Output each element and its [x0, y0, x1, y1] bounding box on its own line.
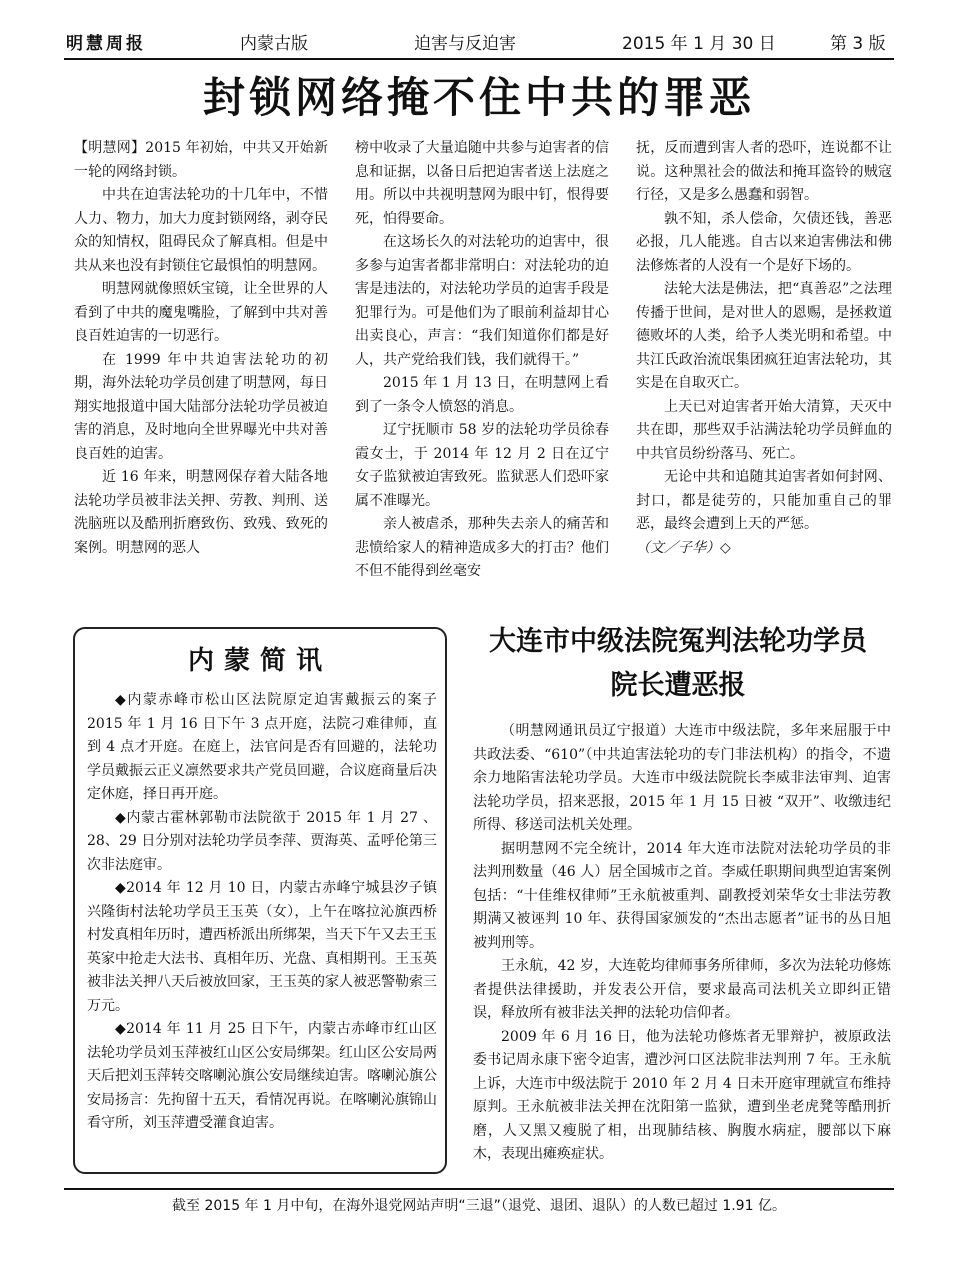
article-column-3: [636, 137, 892, 560]
newspaper-name: 明慧周报: [66, 34, 146, 54]
section-label: 迫害与反迫害: [414, 34, 516, 54]
article-paragraph: 亲人被虐杀，那种失去亲人的痛苦和悲愤给家人的精神造成多大的打击？他们不但不能得到丝毫安: [355, 516, 609, 579]
page-headline: 封锁网络掩不住中共的罪恶: [202, 73, 755, 122]
title-line: 大连市中级法院冤判法轮功学员: [489, 626, 867, 657]
article-paragraph: 孰不知，杀人偿命，欠债还钱，善恶必报，几人能逃。自古以来迫害佛法和佛法修炼者的人没有一个是好下场的。: [636, 210, 892, 274]
brief-item: ◆2014 年 11 月 25 日下午，内蒙古赤峰市红山区法轮功学员刘玉萍被红山区公安局绑架。红山区公安局两天后把刘玉萍转交喀喇沁旗公安局继续迫害。喀喇沁旗公安局扬言：先拘留十五天，看情况再说。在喀喇沁旗锦山看守所，刘玉萍遭受灌食迫害。: [87, 1021, 437, 1131]
header-divider: [64, 58, 894, 60]
page-number: 第 3 版: [830, 34, 886, 54]
footer-divider: [64, 1188, 894, 1190]
article-paragraph: 明慧网就像照妖宝镜，让全世界的人看到了中共的魔鬼嘴脸，了解到中共对善良百姓迫害的一切恶行。: [74, 281, 328, 344]
masthead: [64, 33, 894, 59]
brief-item: ◆2014 年 12 月 10 日，内蒙古赤峰宁城县汐子镇兴隆街村法轮功学员王玉英（女），上午在喀拉沁旗西桥村发真相年历时，遭西桥派出所绑架，当天下午又去王玉英家中抢走大法书、真相年历、光盘、真相期刊。王玉英被非法关押八天后被放回家，王玉英的家人被恶警勒索三万元。: [87, 880, 437, 1014]
brief-box-title: 内蒙简讯: [187, 646, 332, 676]
article-paragraph: 榜中收录了大量追随中共参与迫害者的信息和证据，以备日后把迫害者送上法庭之用。所以中共视明慧网为眼中钉，恨得要死，怕得要命。: [355, 140, 609, 227]
article-paragraph: 辽宁抚顺市 58 岁的法轮功学员徐春霞女士，于 2014 年 12 月 2 日在辽宁女子监狱被迫害致死。监狱恶人们恐吓家属不准曝光。: [355, 422, 609, 509]
brief-item: ◆内蒙赤峰市松山区法院原定迫害戴振云的案子 2015 年 1 月 16 日下午 3 点开庭，法院刁难律师，直到 4 点才开庭。在庭上，法官问是否有回避的，法轮功学员戴振云正义凛然要求共产党员回避，合议庭商量后决定休庭，择日再开庭。: [87, 692, 437, 802]
article-paragraph: 近 16 年来，明慧网保存着大陆各地法轮功学员被非法关押、劳教、判刑、送洗脑班以及酷刑折磨致伤、致残、致死的案例。明慧网的恶人: [74, 469, 328, 556]
brief-box-body: [87, 689, 437, 1136]
article-paragraph: 王永航，42 岁，大连乾均律师事务所律师，多次为法轮功修炼者提供法律援助，并发表公开信，要求最高司法机关立即纠正错误，释放所有被非法关押的法轮功信仰者。: [473, 958, 891, 1021]
article-paragraph: 据明慧网不完全统计，2014 年大连市法院对法轮功学员的非法判刑数量（46 人）居全国城市之首。李威任职期间典型迫害案例包括：“十佳维权律师”王永航被重判、副教授刘荣华女士非法劳教期满又被诬判 10 年、获得国家颁发的“杰出志愿者”证书的丛日旭被判刑等。: [473, 840, 891, 951]
article-column-1: [74, 137, 328, 560]
article-paragraph: 法轮大法是佛法，把“真善忍”之法理传播于世间，是对世人的恩赐，是拯救道德败坏的人类，给予人类光明和希望。中共江氏政治流氓集团疯狂迫害法轮功，其实是在自取灭亡。: [636, 281, 892, 391]
article-paragraph: （明慧网通讯员辽宁报道）大连市中级法院，多年来屈服于中共政法委、“610”（中共迫害法轮功的专门非法机构）的指令，不遗余力地陷害法轮功学员。大连市中级法院院长李威非法审判、迫害法轮功学员，招来恶报，2015 年 1 月 15 日被 “双开”、收缴违纪所得、移送司法机关处理。: [473, 723, 891, 833]
article-paragraph: 在这场长久的对法轮功的迫害中，很多参与迫害者都非常明白：对法轮功的迫害是违法的，对法轮功学员的迫害手段是犯罪行为。可是他们为了眼前利益却甘心出卖良心，声言：“我们知道你们都是好人，共产党给我们钱，我们就得干。”: [355, 234, 609, 368]
dalian-article-title: [462, 620, 894, 708]
article-paragraph: 上天已对迫害者开始大清算，天灭中共在即，那些双手沾满法轮功学员鲜血的中共官员纷纷落马、死亡。: [636, 398, 892, 462]
article-paragraph: 在 1999 年中共迫害法轮功的初期，海外法轮功学员创建了明慧网，每日翔实地报道中国大陆部分法轮功学员被迫害的消息，及时地向全世界曝光中共对善良百姓的迫害。: [74, 351, 328, 462]
brief-item: ◆内蒙古霍林郭勒市法院欲于 2015 年 1 月 27 、28、29 日分别对法轮功学员李萍、贾海英、孟呼伦第三次非法庭审。: [87, 809, 437, 873]
article-paragraph: 【明慧网】2015 年初始，中共又开始新一轮的网络封锁。: [74, 140, 328, 180]
article-paragraph: 2009 年 6 月 16 日，他为法轮功修炼者无罪辩护，被原政法委书记周永康下密令迫害，遭沙河口区法院非法判刑 7 年。王永航上诉，大连市中级法院于 2010 年 2 月 4 日未开庭审理就宣布维持原判。王永航被非法关押在沈阳第一监狱，遭到坐老虎凳等酷刑折磨，人又黑又瘦脱了相，出现肺结核、胸腹水病症，腰部以下麻木，表现出瘫痪症状。: [473, 1028, 891, 1162]
article-paragraph: 中共在迫害法轮功的十几年中，不惜人力、物力，加大力度封锁网络，剥夺民众的知情权，阻碍民众了解真相。但是中共从来也没有封锁住它最惧怕的明慧网。: [74, 187, 328, 274]
article-paragraph: 2015 年 1 月 13 日，在明慧网上看到了一条令人愤怒的消息。: [355, 375, 609, 415]
article-paragraph: 无论中共和追随其迫害者如何封网、封口，都是徒劳的，只能加重自己的罪恶，最终会遭到上天的严惩。: [636, 469, 892, 532]
dalian-article-body: [473, 720, 891, 1167]
article-paragraph: 抚，反而遭到害人者的恐吓，连说都不让说。这种黑社会的做法和掩耳盗铃的贼寇行径，又是多么愚蠢和弱智。: [636, 140, 892, 203]
article-column-2: [355, 137, 609, 584]
edition-label: 内蒙古版: [240, 34, 308, 54]
footer-notice: 截至 2015 年 1 月中旬，在海外退党网站声明“三退”（退党、退团、退队）的人数已超过 1.91 亿。: [172, 1198, 786, 1214]
issue-date: 2015 年 1 月 30 日: [622, 34, 776, 54]
article-byline: （文／子华）◇: [636, 539, 731, 556]
title-line: 院长遭恶报: [610, 670, 746, 701]
news-brief-box: [73, 627, 447, 1174]
